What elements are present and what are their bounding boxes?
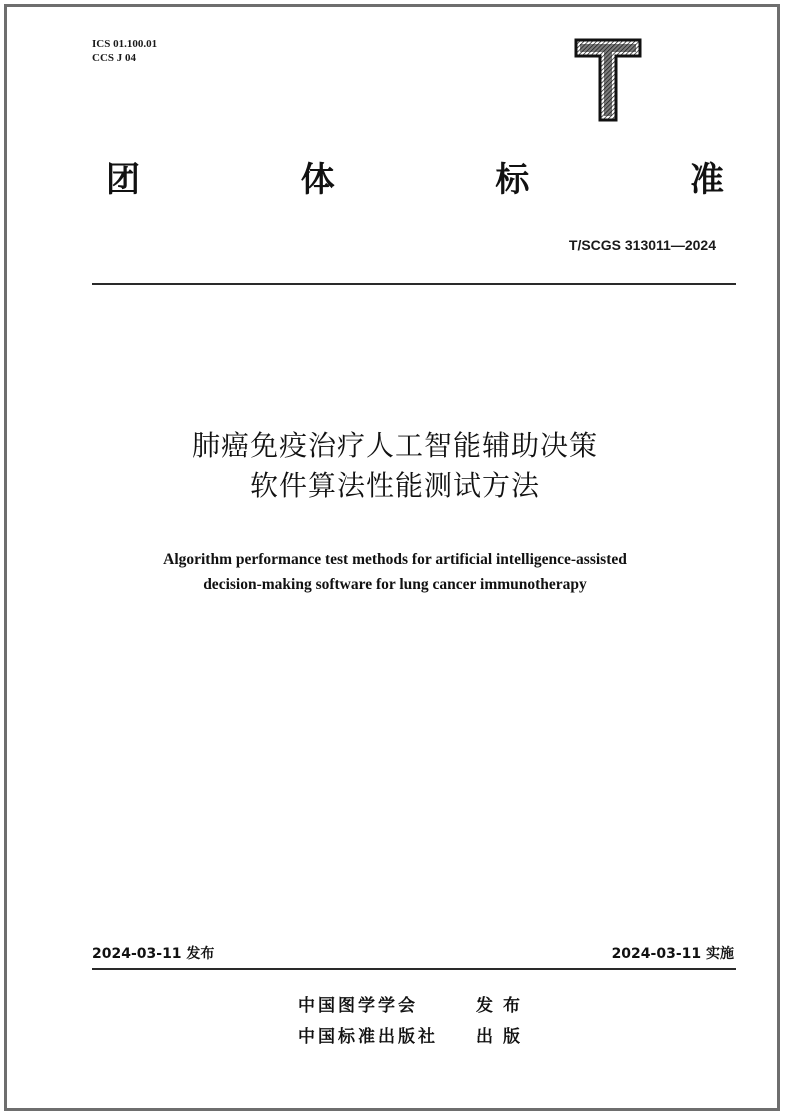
publisher-role: 出版 [476,1027,530,1047]
issue-date: 2024-03-11 发布 [92,946,215,962]
standard-number: T/SCGS 313011—2024 [568,237,716,253]
publisher-role: 发布 [476,996,530,1016]
standard-type-heading [106,158,724,202]
publisher-org: 中国图学学会 [298,996,418,1016]
bottom-divider [92,968,736,970]
english-title-line-1: Algorithm performance test methods for artificial intelligence-assisted [163,551,627,568]
standard-type-char: 准 [689,160,724,200]
english-title-line-2: decision-making software for lung cancer immunotherapy [203,576,587,593]
ics-code: ICS 01.100.01 [92,38,158,50]
publisher-org: 中国标准出版社 [298,1027,438,1047]
ccs-code: CCS J 04 [92,52,137,64]
standard-t-logo-icon [574,38,642,122]
english-title [0,547,790,597]
standard-type-char: 标 [495,160,530,200]
publisher-row [298,1026,530,1048]
top-divider [92,283,736,285]
standard-type-char: 体 [300,160,335,200]
standard-type-char: 团 [106,160,140,200]
chinese-title-line-1: 肺癌免疫治疗人工智能辅助决策 [191,429,598,462]
publisher-row [298,995,530,1017]
implementation-date: 2024-03-11 实施 [611,946,734,962]
chinese-title [0,426,790,506]
classification-codes [92,37,157,65]
chinese-title-line-2: 软件算法性能测试方法 [249,469,540,502]
